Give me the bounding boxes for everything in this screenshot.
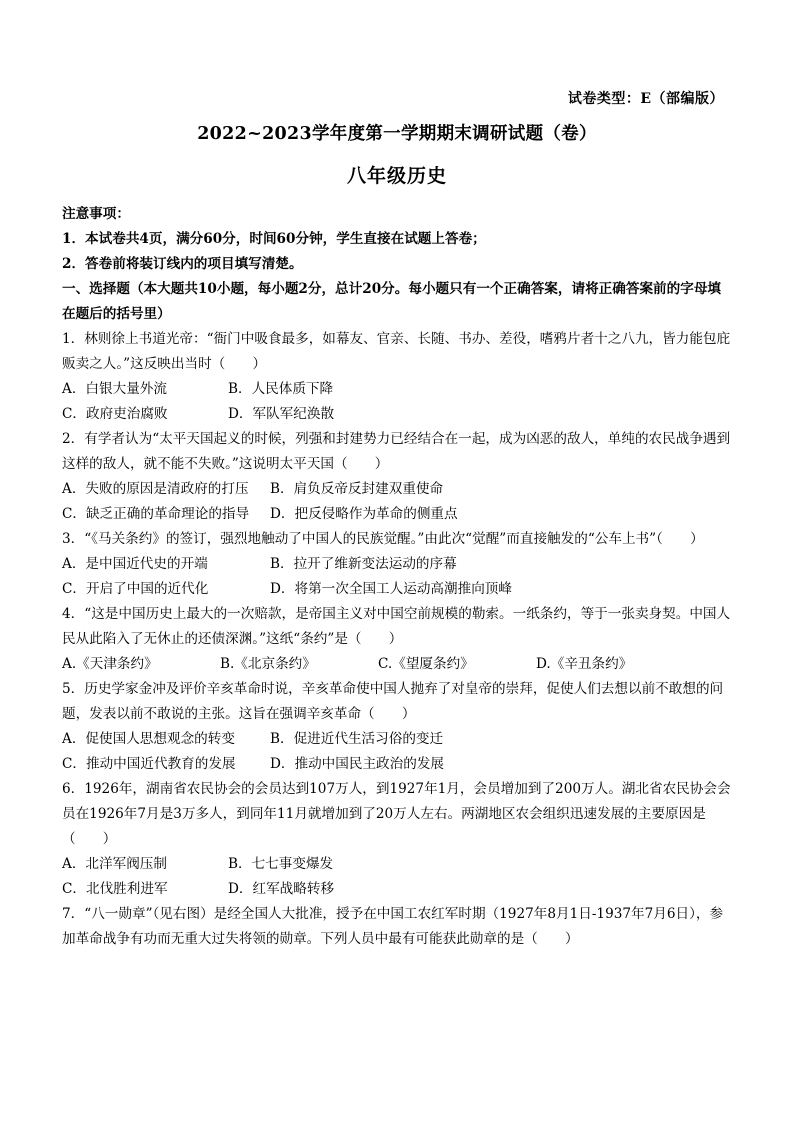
options-row xyxy=(62,502,732,527)
option-d: D．把反侵略作为革命的侧重点 xyxy=(270,506,458,522)
section-heading: 一、选择题（本大题共10小题，每小题2分，总计20分。每小题只有一个正确答案，请将正确答案前的字母填在题后的括号里） xyxy=(62,281,722,322)
option-a: A.《天津条约》 xyxy=(62,656,158,672)
option-d: D．军队军纪涣散 xyxy=(228,406,335,422)
options-row xyxy=(62,652,732,677)
option-c: C．推动中国近代教育的发展 xyxy=(62,756,236,772)
options-row xyxy=(62,877,732,902)
options-row xyxy=(62,552,732,577)
exam-title: 2022~2023学年度第一学期期末调研试题（卷） xyxy=(197,124,597,144)
exam-page xyxy=(62,86,732,952)
options-row xyxy=(62,752,732,777)
option-c: C．开启了中国的近代化 xyxy=(62,581,209,597)
option-a: A．促使国人思想观念的转变 xyxy=(62,731,235,747)
option-a: A．白银大量外流 xyxy=(62,381,167,397)
question-stem: 5．历史学家金冲及评价辛亥革命时说，辛亥革命使中国人抛弃了对皇帝的崇拜，促使人们去想以前不敢想的问题，发表以前不敢说的主张。这旨在强调辛亥革命（ ） xyxy=(62,681,724,722)
options-row xyxy=(62,477,732,502)
notes-item: 2．答卷前将装订线内的项目填写清楚。 xyxy=(62,256,303,272)
option-d: D.《辛丑条约》 xyxy=(536,656,633,672)
options-row xyxy=(62,727,732,752)
option-c: C.《望厦条约》 xyxy=(378,656,474,672)
option-b: B．促进近代生活习俗的变迁 xyxy=(270,731,444,747)
option-b: B．肩负反帝反封建双重使命 xyxy=(270,481,444,497)
options-row xyxy=(62,577,732,602)
exam-subtitle: 八年级历史 xyxy=(346,165,447,187)
option-d: D．推动中国民主政治的发展 xyxy=(270,756,445,772)
question-stem: 2．有学者认为“太平天国起义的时候，列强和封建势力已经结合在一起，成为凶恶的敌人，单纯的农民战争遇到这样的敌人，就不能不失败。”这说明太平天国（ ） xyxy=(62,431,731,472)
option-a: A．是中国近代史的开端 xyxy=(62,556,208,572)
notes-item: 1．本试卷共4页，满分60分，时间60分钟，学生直接在试题上答卷； xyxy=(62,231,486,247)
option-c: C．北伐胜利进军 xyxy=(62,881,168,897)
option-d: D．将第一次全国工人运动高潮推向顶峰 xyxy=(270,581,512,597)
option-b: B．七七事变爆发 xyxy=(228,856,334,872)
option-c: C．缺乏正确的革命理论的指导 xyxy=(62,506,250,522)
option-b: B.《北京条约》 xyxy=(220,656,316,672)
option-a: A．北洋军阀压制 xyxy=(62,856,167,872)
option-c: C．政府吏治腐败 xyxy=(62,406,168,422)
question-stem: 6．1926年，湖南省农民协会的会员达到107万人，到1927年1月，会员增加到了200万人。湖北省农民协会会员在1926年7月是3万多人，到同年11月就增加到了20万人左右。两湖地区农会组织迅速发展的主要原因是（ ） xyxy=(62,781,731,847)
question-stem: 7．“八一勋章”（见右图）是经全国人大批准，授予在中国工农红军时期（1927年8月1日-1937年7月6日），参加革命战争有功而无重大过失将领的勋章。下列人员中最有可能获此勋章的是（ ） xyxy=(62,906,724,947)
notes-heading: 注意事项： xyxy=(62,206,130,222)
question-stem: 3．“《马关条约》的签订，强烈地触动了中国人的民族觉醒。”由此次“觉醒”而直接触发的“公车上书”（ ） xyxy=(62,531,704,547)
options-row xyxy=(62,852,732,877)
option-b: B．拉开了维新变法运动的序幕 xyxy=(270,556,457,572)
option-b: B．人民体质下降 xyxy=(228,381,334,397)
question-stem: 4．“这是中国历史上最大的一次赔款，是帝国主义对中国空前规模的勒索。一纸条约，等于一张卖身契。中国人民从此陷入了无休止的还债深渊。”这纸“条约”是（ ） xyxy=(62,606,731,647)
question-stem: 1．林则徐上书道光帝：“衙门中吸食最多，如幕友、官亲、长随、书办、差役，嗜鸦片者十之八九，皆力能包庇贩卖之人。”这反映出当时（ ） xyxy=(62,331,731,372)
option-d: D．红军战略转移 xyxy=(228,881,335,897)
option-a: A．失败的原因是清政府的打压 xyxy=(62,481,249,497)
options-row xyxy=(62,377,732,402)
paper-type-label: 试卷类型：E（部编版） xyxy=(567,91,724,107)
options-row xyxy=(62,402,732,427)
